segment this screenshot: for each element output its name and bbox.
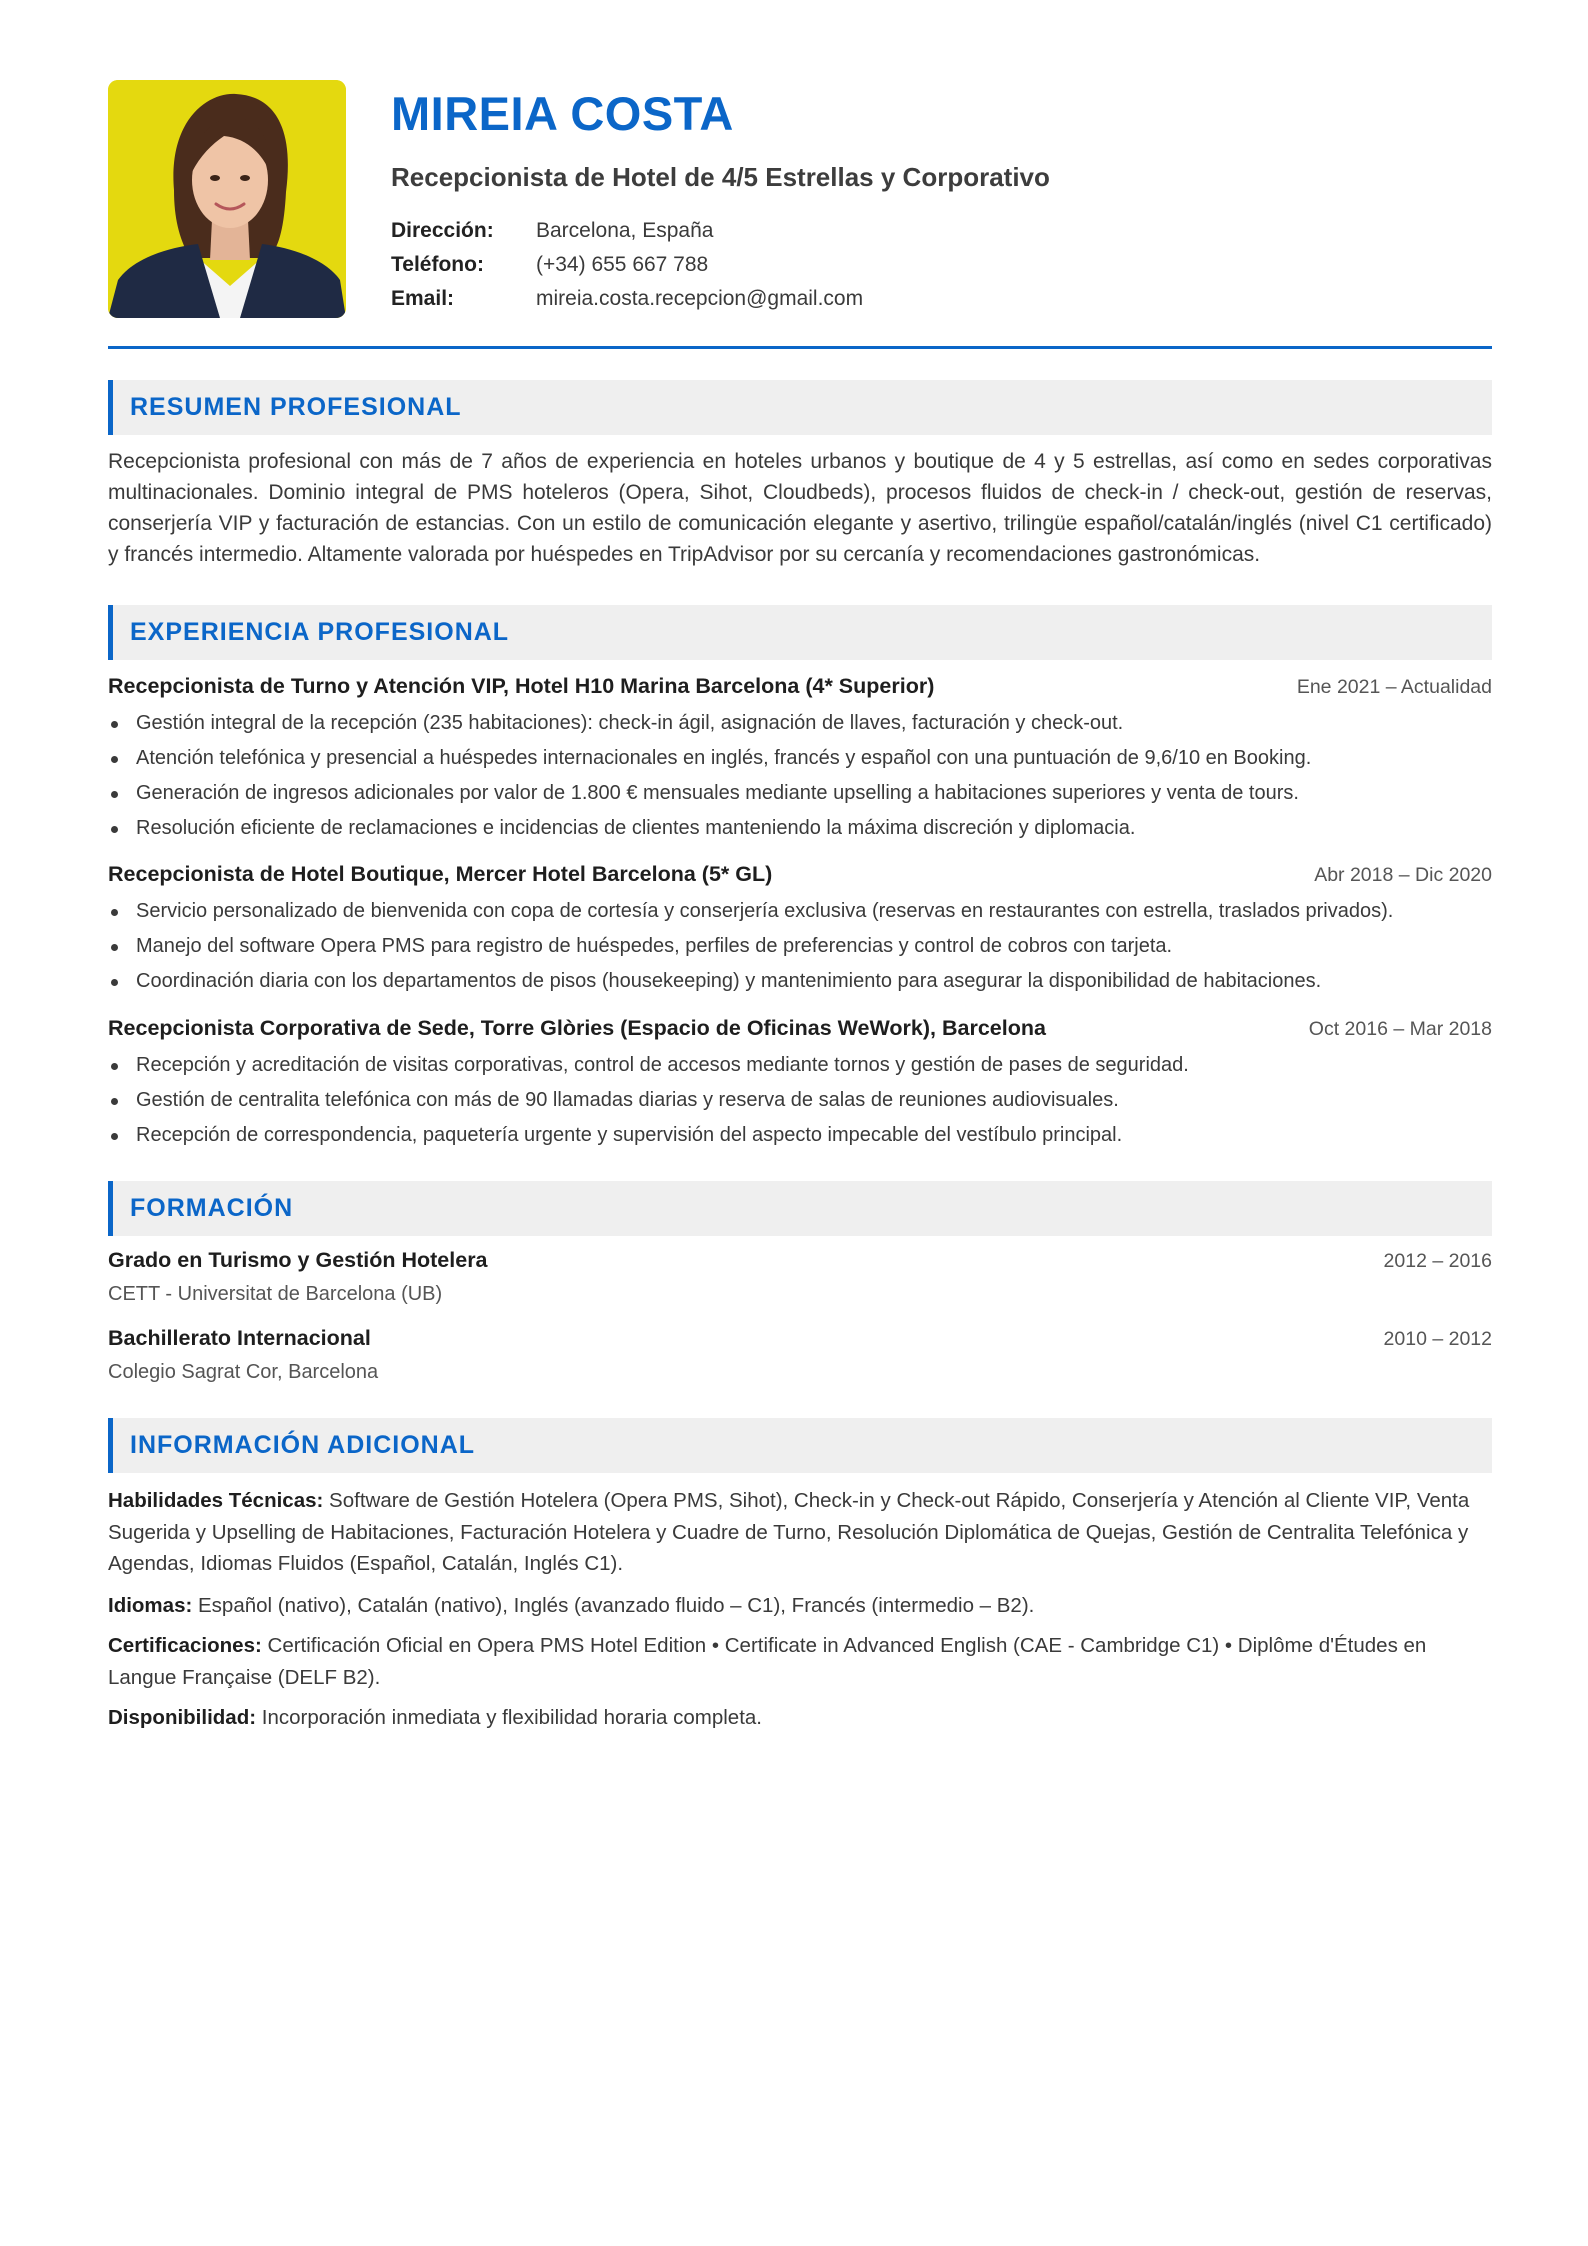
list-item: Coordinación diaria con los departamentos de pisos (housekeeping) y mantenimiento para asegurar la disponibilidad de habitaciones.	[108, 964, 1492, 999]
contact-row-phone	[391, 248, 863, 282]
summary-text: Recepcionista profesional con más de 7 años de experiencia en hoteles urbanos y boutique de 4 y 5 estrellas, así como en sedes corporativas multinacionales. Dominio integral de PMS hoteleros (Opera, Sihot, Cloudbeds), procesos fluidos de check-in / check-out, gestión de reservas, conserjería VIP y facturación de estancias. Con un estilo de comunicación elegante y asertivo, trilingüe español/catalán/inglés (nivel C1 certificado) y francés intermedio. Altamente valorada por huéspedes en TripAdvisor por su cercanía y recomendaciones gastronómicas.	[108, 450, 1492, 566]
education-date: 2012 – 2016	[1383, 1250, 1492, 1272]
job-header	[108, 674, 1492, 699]
job-title: Recepcionista de Hotel Boutique, Mercer Hotel Barcelona (5* GL)	[108, 862, 773, 886]
list-item: Gestión integral de la recepción (235 habitaciones): check-in ágil, asignación de llaves, facturación y check-out.	[108, 706, 1492, 741]
list-item: Recepción de correspondencia, paquetería urgente y supervisión del aspecto impecable del vestíbulo principal.	[108, 1118, 1492, 1153]
education-school: Colegio Sagrat Cor, Barcelona	[108, 1361, 379, 1383]
info-label: Idiomas:	[108, 1594, 193, 1617]
section-title-education: FORMACIÓN	[108, 1181, 1492, 1236]
resume-content	[108, 80, 1492, 1729]
job-date: Oct 2016 – Mar 2018	[1308, 1018, 1492, 1040]
section-title-additional: INFORMACIÓN ADICIONAL	[108, 1418, 1492, 1473]
job-date: Ene 2021 – Actualidad	[1296, 676, 1492, 698]
contact-label: Dirección:	[391, 219, 494, 242]
contact-label: Teléfono:	[391, 253, 484, 276]
education-date: 2010 – 2012	[1383, 1328, 1492, 1350]
info-certifications	[108, 1630, 1492, 1693]
education-degree: Bachillerato Internacional	[108, 1326, 371, 1350]
education-header	[108, 1248, 1492, 1273]
list-item: Atención telefónica y presencial a huéspedes internacionales en inglés, francés y español con una puntuación de 9,6/10 en Booking.	[108, 741, 1492, 776]
info-label: Habilidades Técnicas:	[108, 1489, 324, 1512]
contact-label: Email:	[391, 287, 455, 310]
education-school: CETT - Universitat de Barcelona (UB)	[108, 1283, 443, 1305]
section-title-experience: EXPERIENCIA PROFESIONAL	[108, 605, 1492, 660]
job-bullets	[108, 894, 1492, 999]
resume-header	[108, 80, 1492, 320]
header-divider	[108, 346, 1492, 349]
contact-value: (+34) 655 667 788	[536, 253, 709, 276]
contact-value: Barcelona, España	[536, 219, 714, 242]
contact-row-email	[391, 282, 863, 316]
info-availability	[108, 1702, 1492, 1734]
list-item: Generación de ingresos adicionales por valor de 1.800 € mensuales mediante upselling a habitaciones superiores y venta de tours.	[108, 776, 1492, 811]
info-label: Certificaciones:	[108, 1634, 262, 1657]
job-header	[108, 1016, 1492, 1041]
contact-row-address	[391, 214, 863, 248]
list-item: Recepción y acreditación de visitas corporativas, control de accesos mediante tornos y gestión de pases de seguridad.	[108, 1048, 1492, 1083]
job-header	[108, 862, 1492, 887]
list-item: Resolución eficiente de reclamaciones e incidencias de clientes manteniendo la máxima discreción y diplomacia.	[108, 811, 1492, 846]
job-bullets	[108, 706, 1492, 846]
education-degree: Grado en Turismo y Gestión Hotelera	[108, 1248, 488, 1272]
job-title: Recepcionista Corporativa de Sede, Torre Glòries (Espacio de Oficinas WeWork), Barcelona	[108, 1016, 1046, 1040]
info-text: Certificación Oficial en Opera PMS Hotel Edition • Certificate in Advanced English (CAE - Cambridge C1) • Diplôme d'Études en Langue Française (DELF B2).	[108, 1634, 1427, 1689]
info-text: Incorporación inmediata y flexibilidad horaria completa.	[261, 1706, 762, 1729]
profile-photo	[108, 80, 346, 318]
job-bullets	[108, 1048, 1492, 1153]
job-date: Abr 2018 – Dic 2020	[1314, 864, 1492, 886]
list-item: Gestión de centralita telefónica con más de 90 llamadas diarias y reserva de salas de reuniones audiovisuales.	[108, 1083, 1492, 1118]
candidate-subtitle: Recepcionista de Hotel de 4/5 Estrellas y Corporativo	[391, 162, 1050, 192]
job-title: Recepcionista de Turno y Atención VIP, Hotel H10 Marina Barcelona (4* Superior)	[108, 674, 935, 698]
info-text: Software de Gestión Hotelera (Opera PMS, Sihot), Check-in y Check-out Rápido, Conserjería y Atención al Cliente VIP, Venta Sugerida y Upselling de Habitaciones, Facturación Hotelera y Cuadre de Turno, Resolución Diplomática de Quejas, Gestión de Centralita Telefónica y Agendas, Idiomas Fluidos (Español, Catalán, Inglés C1).	[108, 1489, 1470, 1575]
section-title-summary: RESUMEN PROFESIONAL	[108, 380, 1492, 435]
candidate-name: MIREIA COSTA	[391, 87, 734, 140]
profile-photo-illustration	[108, 80, 346, 318]
info-label: Disponibilidad:	[108, 1706, 257, 1729]
list-item: Servicio personalizado de bienvenida con copa de cortesía y conserjería exclusiva (reservas en restaurantes con estrella, traslados privados).	[108, 894, 1492, 929]
contact-info	[391, 214, 863, 316]
info-skills	[108, 1485, 1492, 1580]
info-languages	[108, 1590, 1492, 1622]
info-text: Español (nativo), Catalán (nativo), Inglés (avanzado fluido – C1), Francés (intermedio – B2).	[198, 1594, 1035, 1617]
education-header	[108, 1326, 1492, 1351]
list-item: Manejo del software Opera PMS para registro de huéspedes, perfiles de preferencias y control de cobros con tarjeta.	[108, 929, 1492, 964]
contact-value[interactable]: mireia.costa.recepcion@gmail.com	[536, 287, 864, 310]
